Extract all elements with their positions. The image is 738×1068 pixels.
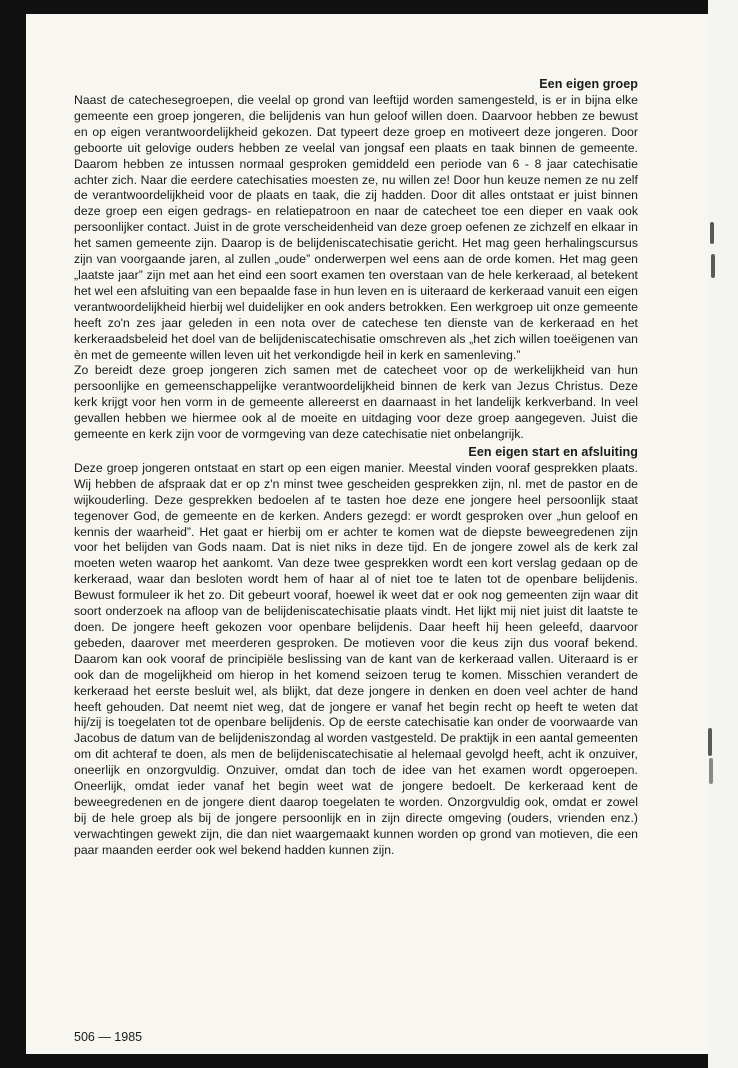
section-heading: Een eigen groep [539,77,638,91]
paragraph: Naast de catechesegroepen, die veelal op grond van leeftijd worden samengesteld, is er in bijna elke gemeente een groep jongeren, die belijdenis van hun geloof willen doen. Daarvoor hebben ze bewust en op eigen verantwoordelijkheid gekozen. Dat typeert deze groep en motiveert deze jongeren. Door geboorte uit gelovige ouders hebben ze veelal van jongsaf een plaats en taak binnen de gemeente. Daarom hebben ze intussen normaal gesproken gemiddeld een periode van 6 - 8 jaar catechisatie achter zich. Naar die eerdere catechisaties moesten ze, nu willen ze! Door hun keuze nemen ze nu zelf de verantwoordelijkheid voor de plaats en taak, die zij hadden. Door dit alles ontstaat er juist binnen deze groep een eigen gedrags- en relatiepatroon en naar de catecheet toe een dieper en vaak ook persoonlijker contact. Juist in de grote verscheidenheid van deze groep oefenen ze zichzelf en elkaar in het samen gemeente zijn. Daarop is de belijdeniscatechisatie gericht. Het mag geen herhalingscursus zijn van voorgaande jaren, al zullen „oude” onderwerpen wel eens aan de orde komen. Het mag geen „laatste jaar” zijn met aan het eind een soort examen ten overstaan van de hele kerkeraad, al betekent het wel een afsluiting van een bepaalde fase in hun leven en is uiteraard de kerkeraad vanuit een eigen verantwoordelijkheid hierbij wel duidelijker en ook anders betrokken. Een werkgroep uit onze gemeente heeft zo'n zes jaar geleden in een nota over de catechese ten dienste van de kerkeraad en het kerkeraadsbeleid het doel van de belijdeniscatechisatie omschreven als „het zich willen toeëigenen van èn met de gemeente willen leven uit het verkondigde heil in kerk en samenleving.” [74,93,638,362]
binding-mark [709,758,713,784]
paragraph: Deze groep jongeren ontstaat en start op een eigen manier. Meestal vinden vooraf gesprekken plaats. Wij hebben de afspraak dat er op z'n minst twee gescheiden gesprekken zijn, nl. met de pastor en de wijkouderling. Deze gesprekken bedoelen af te tasten hoe deze ene jongere heel persoonlijk staat tegenover God, de gemeente en de kerken. Anders gezegd: er wordt gesproken over „hun geloof en kennis der waarheid”. Het gaat er hierbij om er achter te komen wat de diepste beweegredenen zijn voor het belijden van Gods naam. Dat is niet niks in deze tijd. En de jongere zowel als de kerk zal moeten weten waarop het aankomt. Van deze twee gesprekken wordt een kort verslag gedaan op de kerkeraad, waar dan besloten wordt hem of haar al of niet toe te laten tot de openbare belijdenis. Bewust formuleer ik het zo. Dit gebeurt vooraf, hoewel ik weet dat er ook nog gemeenten zijn waar dit soort onderzoek na afloop van de belijdeniscatechisatie plaats vindt. Het lijkt mij niet juist dit laatste te doen. De jongere heeft gekozen voor openbare belijdenis. Daar heeft hij heen geleefd, daarvoor gebeden, daarover met meerderen gesproken. De motieven voor die keus zijn dus vooraf bekend. Daarom kan ook vooraf de principiële beslissing van de kant van de kerkeraad vallen. Uiteraard is er ook dan de mogelijkheid om hierop in het komend seizoen terug te komen. Misschien verandert de kerkeraad het eerste besluit wel, als blijkt, dat deze jongere in denken en doen veel achter de hand heeft gehouden. Dat neemt niet weg, dat de jongere er vanaf het begin recht op heeft te weten dat hij/zij is toegelaten tot de openbare belijdenis. Op de eerste catechisatie kan onder de voorwaarde van Jacobus de datum van de belijdeniszondag al worden vastgesteld. De praktijk in een aantal gemeenten om dit achteraf te doen, als men de belijdeniscatechisatie al helemaal gevolgd heeft, acht ik onzuiver, oneerlijk en onzorgvuldig. Onzuiver, omdat dan toch de idee van het examen wordt opgeroepen. Oneerlijk, omdat ieder vanaf het begin weet wat de jongere bedoelt. De kerkeraad kent de beweegredenen en de jongere dient daarop toegelaten te worden. Onzorgvuldig ook, omdat er zowel bij de hele groep als bij de jongere persoonlijk en in zijn directe omgeving (ouders, vrienden enz.) verwachtingen gewekt zijn, die dan niet waargemaakt kunnen worden op grond van motieven, die een paar maanden eerder ook wel bekend hadden kunnen zijn. [74,460,638,857]
page-edge [708,0,738,1068]
section-start-afsluiting [74,444,638,859]
section-heading: Een eigen start en afsluiting [468,444,638,459]
paragraph: Zo bereidt deze groep jongeren zich samen met de catecheet voor op de werkelijkheid van hun persoonlijke en gemeenschappelijke verantwoordelijkheid binnen de kerk van Jezus Christus. Deze kerk krijgt voor hen vorm in de gemeente allereerst en daarnaast in het landelijk kerkverband. In veel gevallen hebben we hiermee ook al de moeite en uitdaging voor deze groep aangegeven. Juist die gemeente en kerk zijn voor de vormgeving van deze catechisatie niet onbelangrijk. [74,363,638,442]
binding-mark [711,254,715,278]
binding-mark [708,728,712,756]
section-eigen-groep [74,76,638,443]
article-body [74,76,638,859]
page-number: 506 — 1985 [74,1030,143,1044]
binding-mark [710,222,714,244]
